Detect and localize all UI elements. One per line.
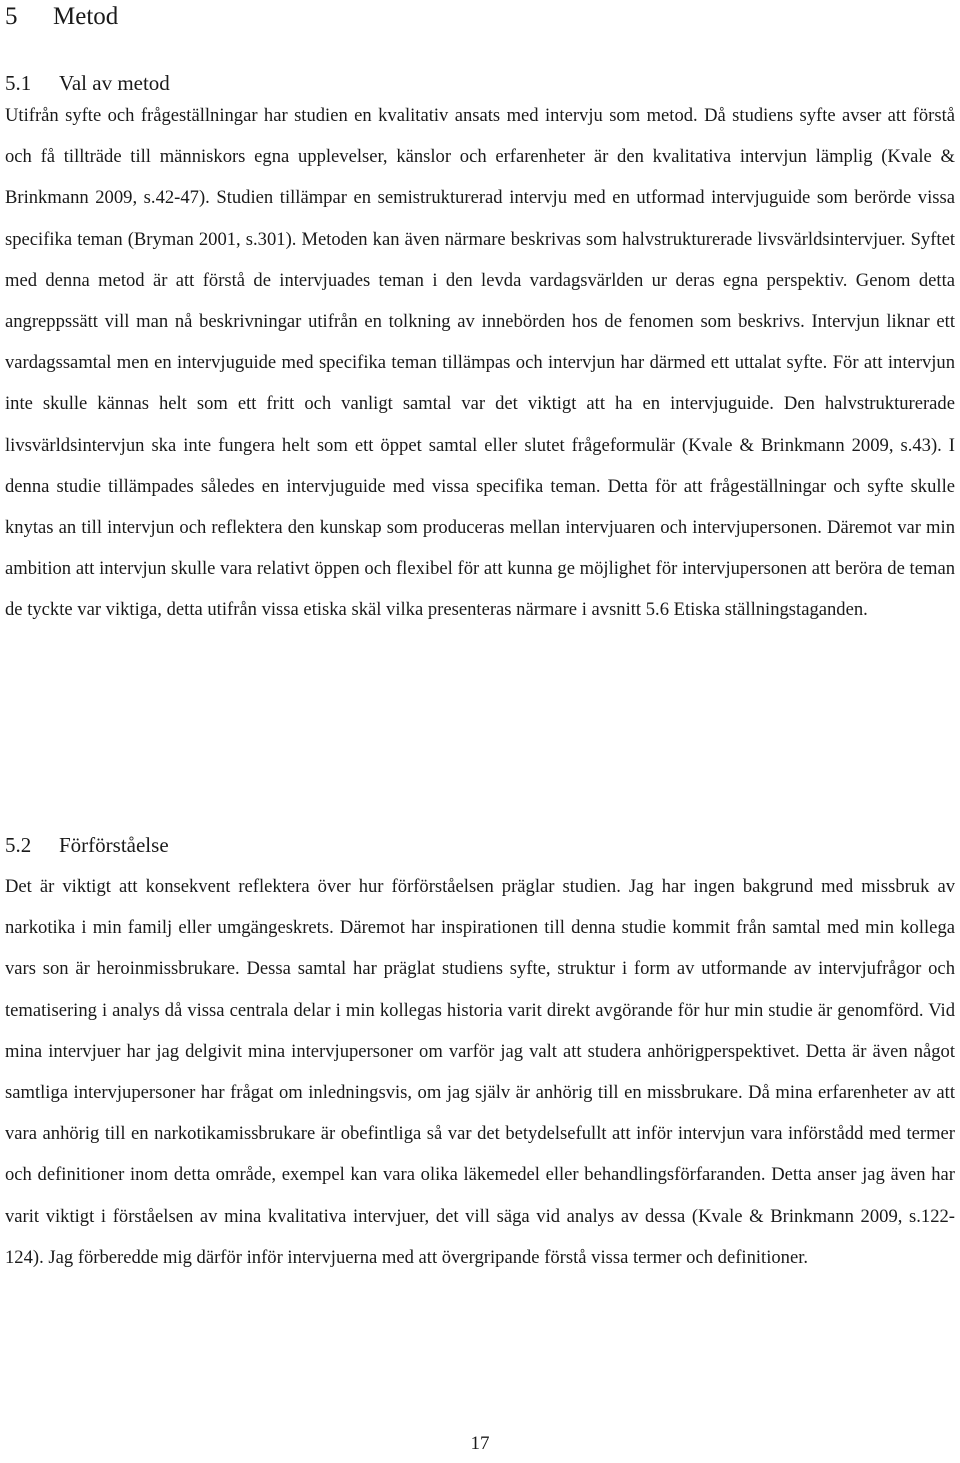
chapter-title: Metod — [53, 3, 119, 30]
page-number: 17 — [470, 1433, 490, 1454]
section-number: 5.2 — [5, 833, 32, 857]
section-number: 5.1 — [5, 71, 32, 95]
section-heading-forforstaelse — [5, 832, 169, 858]
paragraph-forforstaelse: Det är viktigt att konsekvent reflektera över hur förförståelsen präglar studien. Jag har ingen bakgrund med missbruk av narkotika i min familj eller umgängeskrets. Däremot har inspirationen till denna studie kommit från samtal med min kollega vars son är heroinmissbrukare. Dessa samtal har präglat studiens syfte, struktur i form av utformande av intervjufrågor och tematisering i analys då vissa centrala delar i min kollegas historia varit direkt avgörande för hur min studie är genomförd. Vid mina intervjuer har jag delgivit mina intervjupersoner om varför jag valt att studera anhörigperspektivet. Detta är även något samtliga intervjupersoner har frågat om inledningsvis, om jag själv är anhörig till en missbrukare. Då mina erfarenheter av att vara anhörig till en narkotikamissbrukare är obefintliga så var det betydelsefullt att inför intervjun vara införstådd med termer och definitioner inom detta område, exempel kan vara olika läkemedel eller behandlingsförfaranden. Detta anser jag även har varit viktigt i förståelsen av mina kvalitativa intervjuer, det vill säga vid analys av dessa (Kvale & Brinkmann 2009, s.122-124). Jag förberedde mig därför inför intervjuerna med att övergripande förstå vissa termer och definitioner. — [5, 876, 955, 1268]
paragraph-val-av-metod: Utifrån syfte och frågeställningar har studien en kvalitativ ansats med intervju som metod. Då studiens syfte avser att förstå och få tillträde till människors egna upplevelser, känslor och erfarenheter är den kvalitativa intervjun lämplig (Kvale & Brinkmann 2009, s.42-47). Studien tillämpar en semistrukturerad intervju med en utformad intervjuguide som berörde vissa specifika teman (Bryman 2001, s.301). Metoden kan även närmare beskrivas som halvstrukturerade livsvärldsintervjuer. Syftet med denna metod är att förstå de intervjuades teman i den levda vardagsvärlden ur deras egna perspektiv. Genom detta angreppssätt vill man nå beskrivningar utifrån en tolkning av innebörden hos de fenomen som beskrivs. Intervjun liknar ett vardagssamtal men en intervjuguide med specifika teman tillämpas och intervjun har därmed ett uttalat syfte. För att intervjun inte skulle kännas helt som ett fritt och vanligt samtal var det viktigt att ha en intervjuguide. Den halvstrukturerade livsvärldsintervjun ska inte fungera helt som ett öppet samtal eller slutet frågeformulär (Kvale & Brinkmann 2009, s.43). I denna studie tillämpades således en intervjuguide med vissa specifika teman. Detta för att frågeställningar och syfte skulle knytas an till intervjun och reflektera den kunskap som produceras mellan intervjuaren och intervjupersonen. Däremot var min ambition att intervjun skulle vara relativt öppen och flexibel för att kunna ge möjlighet för intervjupersonen att beröra de teman de tyckte var viktiga, detta utifrån vissa etiska skäl vilka presenteras närmare i avsnitt 5.6 Etiska ställningstaganden. — [5, 105, 955, 621]
section-title: Val av metod — [59, 71, 170, 95]
section-heading-val-av-metod — [5, 70, 170, 96]
section-title: Förförståelse — [59, 833, 169, 857]
chapter-heading — [5, 2, 118, 32]
chapter-number: 5 — [5, 3, 18, 30]
